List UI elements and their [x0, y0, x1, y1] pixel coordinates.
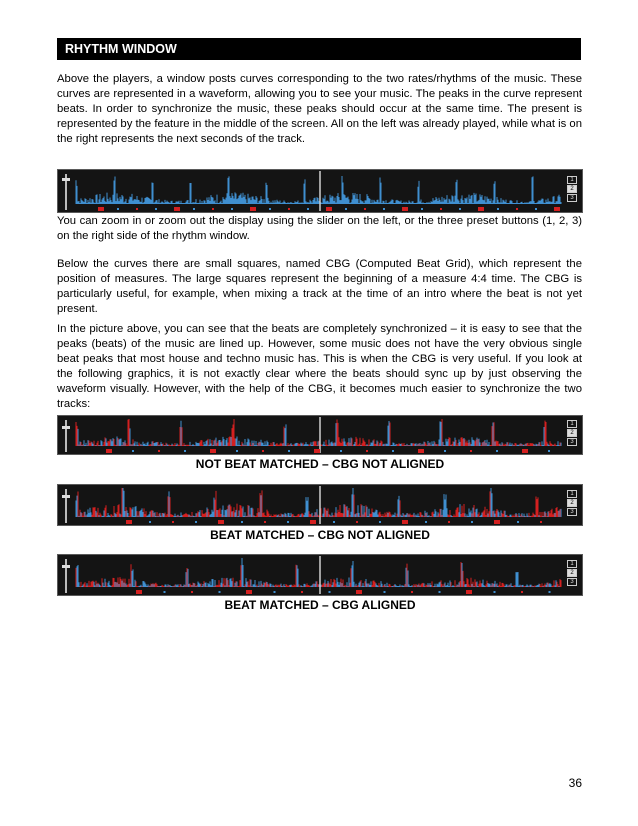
cbg-marker [155, 208, 157, 210]
zoom-preset-2-button[interactable]: 2 [567, 569, 577, 577]
waveform-display [58, 170, 582, 212]
cbg-marker [384, 591, 386, 593]
cbg-marker [219, 591, 221, 593]
zoom-slider-handle[interactable] [62, 426, 70, 429]
cbg-marker [310, 520, 316, 524]
zoom-preset-3-button[interactable]: 3 [567, 508, 577, 516]
cbg-marker [184, 450, 186, 452]
cbg-marker [439, 591, 441, 593]
cbg-marker [494, 591, 496, 593]
cbg-marker [548, 450, 550, 452]
zoom-preset-3-button[interactable]: 3 [567, 438, 577, 446]
cbg-marker [236, 450, 238, 452]
cbg-marker [516, 208, 518, 210]
cbg-marker [288, 208, 290, 210]
cbg-marker [535, 208, 537, 210]
cbg-marker [250, 207, 256, 211]
waveform-display [58, 416, 582, 454]
cbg-marker [497, 208, 499, 210]
zoom-preset-3-button[interactable]: 3 [567, 194, 577, 202]
cbg-marker [448, 521, 450, 523]
zoom-preset-1-button[interactable]: 1 [567, 490, 577, 498]
cbg-marker [471, 521, 473, 523]
rhythm-window-synchronized [57, 169, 583, 213]
cbg-marker [444, 450, 446, 452]
cbg-paragraph: Below the curves there are small squares, named CBG (Computed Beat Grid), which represent the position of measures. The large squares represent the beginning of a measure 4:4 time. The CBG is particularly useful, for example, when mixing a track at the time of an intro where the beat is not yet present. [57, 258, 582, 315]
zoom-preset-1-button[interactable]: 1 [567, 560, 577, 568]
cbg-marker [149, 521, 151, 523]
cbg-marker [470, 450, 472, 452]
cbg-marker [98, 207, 104, 211]
rhythm-window-beat-matched-cbg-aligned [57, 554, 583, 596]
cbg-marker [274, 591, 276, 593]
cbg-marker [174, 207, 180, 211]
cbg-marker [554, 207, 560, 211]
cbg-marker [218, 520, 224, 524]
zoom-slider-handle[interactable] [62, 565, 70, 568]
cbg-marker [418, 449, 424, 453]
zoom-slider[interactable] [62, 174, 70, 210]
cbg-marker [191, 591, 193, 593]
cbg-marker [301, 591, 303, 593]
cbg-marker [366, 450, 368, 452]
caption-beat-matched-cbg-not-aligned: BEAT MATCHED – CBG NOT ALIGNED [210, 528, 430, 542]
cbg-marker [193, 208, 195, 210]
cbg-marker [402, 207, 408, 211]
cbg-marker [195, 521, 197, 523]
cbg-marker [126, 520, 132, 524]
page-number: 36 [568, 776, 582, 790]
zoom-paragraph: You can zoom in or zoom out the display using the slider on the left, or the three preset buttons (1, 2, 3) on the right side of the rhythm window. [57, 215, 582, 242]
cbg-marker [314, 449, 320, 453]
zoom-preset-1-button[interactable]: 1 [567, 420, 577, 428]
cbg-marker [379, 521, 381, 523]
zoom-presets [567, 560, 577, 586]
cbg-marker [392, 450, 394, 452]
zoom-preset-3-button[interactable]: 3 [567, 578, 577, 586]
cbg-marker [466, 590, 472, 594]
waveform-display [58, 485, 582, 525]
cbg-marker [264, 521, 266, 523]
cbg-marker [288, 450, 290, 452]
rhythm-window-not-matched [57, 415, 583, 455]
cbg-marker [158, 450, 160, 452]
zoom-slider[interactable] [62, 559, 70, 593]
cbg-marker [340, 450, 342, 452]
cbg-marker [345, 208, 347, 210]
cbg-marker [364, 208, 366, 210]
cbg-marker [231, 208, 233, 210]
cbg-marker [333, 521, 335, 523]
cbg-marker [522, 449, 528, 453]
zoom-preset-1-button[interactable]: 1 [567, 176, 577, 184]
zoom-preset-2-button[interactable]: 2 [567, 499, 577, 507]
cbg-marker [549, 591, 551, 593]
cbg-marker [246, 590, 252, 594]
zoom-presets [567, 490, 577, 516]
cbg-marker [494, 520, 500, 524]
zoom-slider[interactable] [62, 420, 70, 452]
cbg-marker [307, 208, 309, 210]
cbg-marker [356, 521, 358, 523]
zoom-slider-handle[interactable] [62, 178, 70, 181]
cbg-marker [262, 450, 264, 452]
cbg-marker [496, 450, 498, 452]
cbg-marker [106, 449, 112, 453]
caption-not-beat-matched: NOT BEAT MATCHED – CBG NOT ALIGNED [195, 457, 445, 471]
cbg-marker [517, 521, 519, 523]
cbg-marker [402, 520, 408, 524]
intro-paragraph: Above the players, a window posts curves corresponding to the two rates/rhythms of the music. These curves are represented in a waveform, allowing you to see your music. The peaks in the curve represent beats. In order to synchronize the music, these peaks should occur at the same time. The present is represented by the feature in the middle of the screen. All on the left was already played, while what is on the right represents the next seconds of the track. [57, 73, 582, 145]
rhythm-window-beat-matched-cbg-off [57, 484, 583, 526]
cbg-marker [241, 521, 243, 523]
zoom-preset-2-button[interactable]: 2 [567, 185, 577, 193]
cbg-marker [172, 521, 174, 523]
zoom-slider-handle[interactable] [62, 495, 70, 498]
zoom-slider[interactable] [62, 489, 70, 523]
cbg-marker [117, 208, 119, 210]
cbg-marker [383, 208, 385, 210]
zoom-presets [567, 176, 577, 202]
cbg-marker [356, 590, 362, 594]
cbg-marker [521, 591, 523, 593]
cbg-marker [540, 521, 542, 523]
cbg-marker [459, 208, 461, 210]
cbg-marker [425, 521, 427, 523]
cbg-marker [326, 207, 332, 211]
cbg-marker [136, 208, 138, 210]
waveform-display [58, 555, 582, 595]
cbg-marker [411, 591, 413, 593]
cbg-marker [136, 590, 142, 594]
cbg-marker [269, 208, 271, 210]
caption-beat-matched-cbg-aligned: BEAT MATCHED – CBG ALIGNED [224, 598, 416, 612]
zoom-presets [567, 420, 577, 446]
cbg-marker [478, 207, 484, 211]
zoom-preset-2-button[interactable]: 2 [567, 429, 577, 437]
cbg-marker [212, 208, 214, 210]
sync-paragraph: In the picture above, you can see that the beats are completely synchronized – it is easy to see that the peaks (beats) of the music are lined up. However, some music does not have the very obvious single beat peaks that most house and techno music has. This is when the CBG is very useful. If you look at the following graphics, it is not exactly clear where the beats should sync up by just observing the waveform visually. However, with the help of the CBG, it becomes much easier to synchronize the two tracks: [57, 323, 582, 410]
cbg-marker [132, 450, 134, 452]
section-title: RHYTHM WINDOW [57, 38, 581, 60]
cbg-marker [164, 591, 166, 593]
cbg-marker [329, 591, 331, 593]
cbg-marker [210, 449, 216, 453]
cbg-marker [421, 208, 423, 210]
cbg-marker [440, 208, 442, 210]
cbg-marker [287, 521, 289, 523]
